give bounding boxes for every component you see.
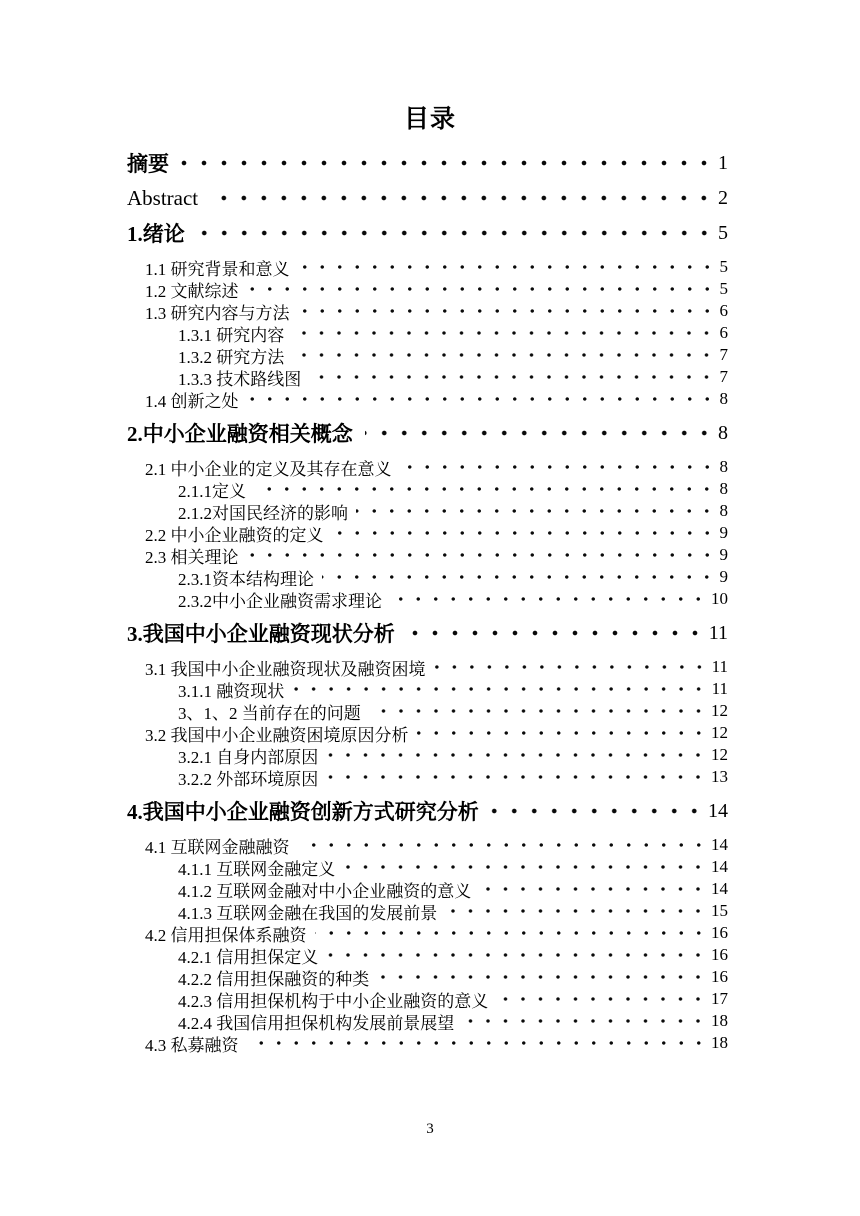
dot-leader (326, 944, 707, 966)
toc-entry-page: 8 (719, 501, 728, 520)
dot-leader (365, 421, 714, 445)
toc-entry-label: 摘要 (127, 152, 169, 176)
toc-entry-label: 2.2 中小企业融资的定义 (145, 525, 324, 545)
toc-entry-page: 2 (718, 186, 728, 209)
toc-entry (127, 522, 728, 544)
dot-leader (400, 456, 716, 478)
dot-leader (326, 744, 707, 766)
dot-leader (462, 1010, 707, 1032)
toc-entry-page: 12 (711, 745, 728, 764)
toc-entry-label: 4.1.1 互联网金融定义 (178, 859, 336, 879)
dot-leader (496, 988, 707, 1010)
toc-entry-page: 8 (719, 479, 728, 498)
toc-entry-label: 2.1.2对国民经济的影响 (178, 503, 348, 523)
toc-entry (127, 856, 728, 878)
toc-entry-page: 18 (711, 1033, 728, 1052)
toc-entry-page: 16 (711, 967, 728, 986)
dot-leader (197, 221, 714, 245)
toc-entry-page: 6 (719, 323, 728, 342)
dot-leader (247, 544, 716, 566)
dot-leader (434, 656, 708, 678)
dot-leader (309, 366, 715, 388)
toc-entry (127, 566, 728, 588)
toc-entry-page: 14 (708, 799, 728, 822)
toc-entry (127, 900, 728, 922)
dot-leader (390, 588, 707, 610)
toc-entry (127, 478, 728, 500)
toc-entry-label: 3.我国中小企业融资现状分析 (127, 622, 395, 646)
toc-entry (127, 544, 728, 566)
dot-leader (326, 766, 707, 788)
toc-entry-label: 4.2 信用担保体系融资 (145, 925, 307, 945)
toc-entry (127, 621, 728, 645)
toc-entry-page: 10 (711, 589, 728, 608)
toc-entry-label: 1.4 创新之处 (145, 391, 239, 411)
dot-leader (247, 388, 716, 410)
toc-entry-label: 2.1.1定义 (178, 481, 246, 501)
dot-leader (292, 322, 715, 344)
toc-entry-page: 9 (719, 567, 728, 586)
toc-list (0, 151, 860, 1054)
toc-entry (127, 878, 728, 900)
toc-entry-page: 11 (708, 621, 728, 644)
dot-leader (247, 1032, 708, 1054)
toc-entry-label: 1.3.2 研究方法 (178, 347, 285, 367)
toc-entry-label: 2.中小企业融资相关概念 (127, 422, 353, 446)
toc-entry (127, 766, 728, 788)
dot-leader (343, 856, 707, 878)
toc-entry-label: 2.3 相关理论 (145, 547, 239, 567)
toc-entry (127, 421, 728, 445)
toc-entry (127, 744, 728, 766)
dot-leader (322, 566, 716, 588)
toc-entry-label: 3.2 我国中小企业融资困境原因分析 (145, 725, 409, 745)
toc-entry-page: 17 (711, 989, 728, 1008)
toc-entry (127, 944, 728, 966)
toc-entry-page: 18 (711, 1011, 728, 1030)
toc-entry-label: 3.1 我国中小企业融资现状及融资困境 (145, 659, 426, 679)
toc-entry-page: 14 (711, 835, 728, 854)
toc-entry (127, 256, 728, 278)
toc-entry-label: 4.2.2 信用担保融资的种类 (178, 969, 370, 989)
toc-entry (127, 588, 728, 610)
toc-entry-page: 9 (719, 523, 728, 542)
toc-entry-page: 13 (711, 767, 728, 786)
page-title: 目录 (403, 106, 456, 133)
toc-entry (127, 151, 728, 175)
toc-entry-label: 4.2.4 我国信用担保机构发展前景展望 (178, 1013, 455, 1033)
dot-leader (479, 878, 707, 900)
dot-leader (356, 500, 716, 522)
toc-entry-label: 1.1 研究背景和意义 (145, 259, 290, 279)
toc-entry (127, 186, 728, 210)
toc-entry-page: 12 (711, 723, 728, 742)
toc-entry-label: Abstract (127, 185, 199, 210)
toc-entry-label: 2.3.1资本结构理论 (178, 569, 314, 589)
toc-entry-page: 8 (718, 421, 728, 444)
toc-entry-label: 1.3.3 技术路线图 (178, 369, 302, 389)
dot-leader (332, 522, 716, 544)
toc-entry (127, 988, 728, 1010)
toc-entry-page: 7 (719, 367, 728, 386)
toc-entry-label: 1.绪论 (127, 222, 185, 246)
toc-entry-page: 16 (711, 945, 728, 964)
toc-entry-label: 1.2 文献综述 (145, 281, 239, 301)
dot-leader (377, 966, 707, 988)
footer-page-number: 3 (426, 1121, 434, 1137)
toc-entry-page: 14 (711, 857, 728, 876)
toc-entry (127, 799, 728, 823)
toc-entry-page: 5 (719, 257, 728, 276)
toc-entry (127, 1010, 728, 1032)
dot-leader (298, 834, 708, 856)
toc-entry (127, 700, 728, 722)
dot-leader (210, 186, 714, 210)
dot-leader (254, 478, 716, 500)
toc-entry-page: 12 (711, 701, 728, 720)
toc-entry (127, 834, 728, 856)
toc-entry-label: 3、1、2 当前存在的问题 (178, 703, 361, 723)
toc-entry-label: 4.1 互联网金融融资 (145, 837, 290, 857)
toc-entry-page: 8 (719, 389, 728, 408)
toc-entry-label: 3.2.2 外部环境原因 (178, 769, 319, 789)
dot-leader (315, 922, 708, 944)
toc-entry-page: 16 (711, 923, 728, 942)
toc-entry-label: 4.2.3 信用担保机构于中小企业融资的意义 (178, 991, 489, 1011)
dot-leader (407, 621, 705, 645)
toc-entry-label: 4.2.1 信用担保定义 (178, 947, 319, 967)
toc-entry (127, 678, 728, 700)
toc-entry-label: 3.1.1 融资现状 (178, 681, 285, 701)
dot-leader (369, 700, 707, 722)
toc-entry-page: 15 (711, 901, 728, 920)
dot-leader (292, 678, 707, 700)
toc-entry (127, 656, 728, 678)
toc-entry (127, 344, 728, 366)
dot-leader (298, 256, 716, 278)
toc-entry-page: 7 (719, 345, 728, 364)
toc-entry-page: 6 (719, 301, 728, 320)
toc-entry-page: 9 (719, 545, 728, 564)
toc-entry-label: 4.1.3 互联网金融在我国的发展前景 (178, 903, 438, 923)
toc-entry (127, 388, 728, 410)
toc-entry-label: 4.3 私募融资 (145, 1035, 239, 1055)
toc-entry-page: 5 (719, 279, 728, 298)
toc-entry (127, 278, 728, 300)
toc-entry-page: 5 (718, 221, 728, 244)
toc-entry (127, 722, 728, 744)
toc-entry-label: 4.我国中小企业融资创新方式研究分析 (127, 800, 479, 824)
dot-leader (181, 151, 714, 175)
toc-entry (127, 300, 728, 322)
toc-entry-label: 3.2.1 自身内部原因 (178, 747, 319, 767)
toc-entry-page: 8 (719, 457, 728, 476)
toc-entry (127, 966, 728, 988)
toc-entry (127, 322, 728, 344)
toc-entry-page: 11 (711, 657, 728, 676)
dot-leader (247, 278, 716, 300)
toc-entry (127, 1032, 728, 1054)
toc-entry (127, 922, 728, 944)
dot-leader (292, 344, 715, 366)
toc-entry (127, 366, 728, 388)
toc-entry-label: 2.1 中小企业的定义及其存在意义 (145, 459, 392, 479)
dot-leader (417, 722, 708, 744)
dot-leader (298, 300, 716, 322)
toc-entry-page: 1 (718, 151, 728, 174)
toc-entry-label: 1.3.1 研究内容 (178, 325, 285, 345)
toc-entry (127, 456, 728, 478)
toc-entry (127, 221, 728, 245)
toc-entry-label: 2.3.2中小企业融资需求理论 (178, 591, 382, 611)
toc-entry-label: 1.3 研究内容与方法 (145, 303, 290, 323)
dot-leader (445, 900, 707, 922)
toc-entry-label: 4.1.2 互联网金融对中小企业融资的意义 (178, 881, 472, 901)
toc-entry-page: 14 (711, 879, 728, 898)
toc-entry (127, 500, 728, 522)
toc-entry-page: 11 (711, 679, 728, 698)
dot-leader (491, 799, 704, 823)
